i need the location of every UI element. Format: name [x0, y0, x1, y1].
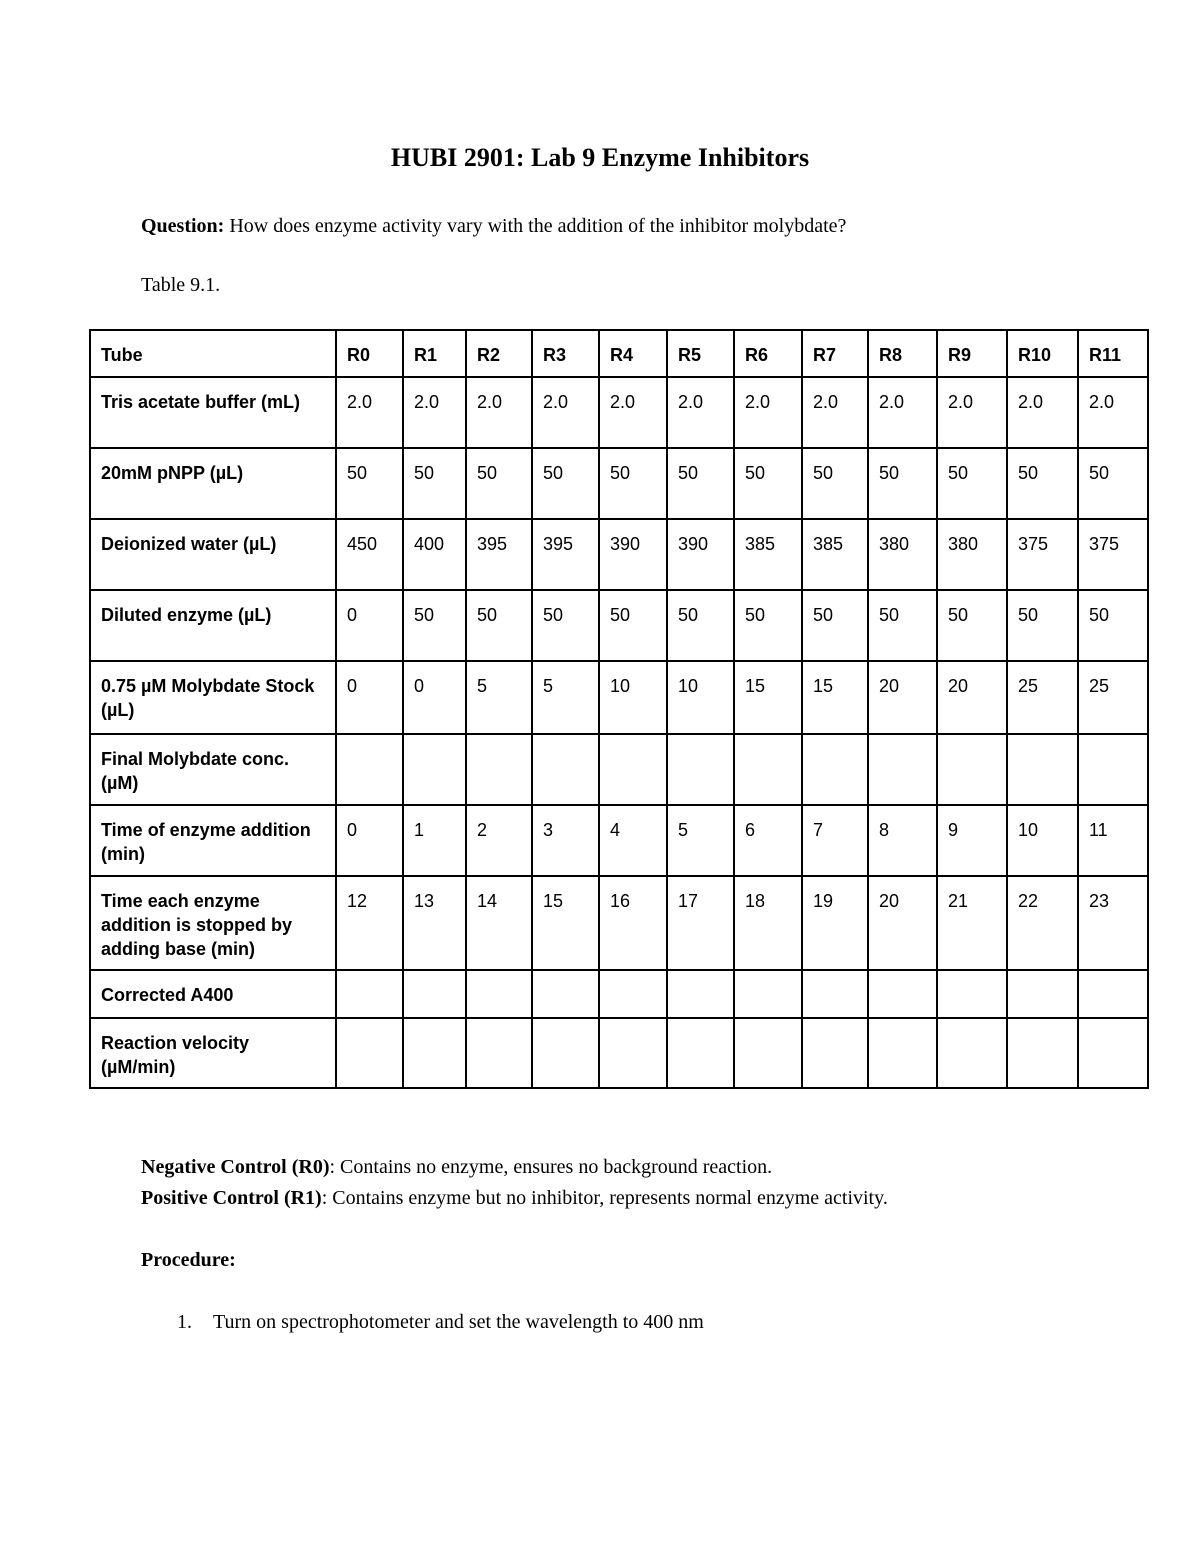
table-cell: 380 — [937, 519, 1007, 590]
table-cell — [599, 970, 667, 1018]
table-cell: 11 — [1078, 805, 1148, 876]
table-cell: 2.0 — [868, 377, 937, 448]
procedure-step-number: 1. — [177, 1311, 192, 1333]
procedure-list — [141, 1309, 704, 1335]
table-row — [90, 805, 1148, 876]
table-cell: 5 — [466, 661, 532, 734]
question-label: Question: — [141, 215, 225, 237]
table-cell: 1 — [403, 805, 466, 876]
table-cell — [1007, 1018, 1078, 1088]
table-cell: 50 — [667, 448, 734, 519]
table-row — [90, 590, 1148, 661]
table-cell: 50 — [1007, 448, 1078, 519]
table-cell: 50 — [599, 590, 667, 661]
table-cell: 14 — [466, 876, 532, 970]
table-cell — [868, 1018, 937, 1088]
table-cell — [937, 734, 1007, 805]
table-body — [90, 330, 1148, 1088]
header-cell-r6: R6 — [734, 330, 802, 377]
table-row — [90, 519, 1148, 590]
row-label: 20mM pNPP (µL) — [90, 448, 336, 519]
table-cell: 15 — [532, 876, 599, 970]
header-cell-r9: R9 — [937, 330, 1007, 377]
row-label: 0.75 µM Molybdate Stock (µL) — [90, 661, 336, 734]
table-cell: 18 — [734, 876, 802, 970]
table-cell — [403, 970, 466, 1018]
table-cell: 20 — [937, 661, 1007, 734]
table-row — [90, 734, 1148, 805]
table-cell: 385 — [734, 519, 802, 590]
table-cell: 2.0 — [937, 377, 1007, 448]
table-cell: 0 — [403, 661, 466, 734]
table-cell: 50 — [403, 590, 466, 661]
table-cell: 0 — [336, 590, 403, 661]
table-cell: 2.0 — [403, 377, 466, 448]
table-cell: 400 — [403, 519, 466, 590]
table-cell: 450 — [336, 519, 403, 590]
table-cell — [734, 970, 802, 1018]
table-cell: 25 — [1007, 661, 1078, 734]
row-label: Corrected A400 — [90, 970, 336, 1018]
row-label: Time each enzyme addition is stopped by adding base (min) — [90, 876, 336, 970]
table-cell — [1007, 734, 1078, 805]
table-cell: 380 — [868, 519, 937, 590]
procedure-label: Procedure: — [141, 1249, 236, 1271]
header-cell-r1: R1 — [403, 330, 466, 377]
table-cell: 50 — [734, 590, 802, 661]
table-cell: 2.0 — [802, 377, 868, 448]
table-cell: 17 — [667, 876, 734, 970]
header-cell-r10: R10 — [1007, 330, 1078, 377]
table-cell: 390 — [667, 519, 734, 590]
table-cell — [1078, 1018, 1148, 1088]
question-text: How does enzyme activity vary with the addition of the inhibitor molybdate? — [224, 215, 847, 237]
table-cell: 15 — [802, 661, 868, 734]
page-title: HUBI 2901: Lab 9 Enzyme Inhibitors — [390, 143, 810, 172]
negative-control-label: Negative Control (R0) — [141, 1156, 330, 1178]
table-cell: 10 — [667, 661, 734, 734]
table-cell: 395 — [466, 519, 532, 590]
table-row — [90, 448, 1148, 519]
table-cell — [937, 970, 1007, 1018]
row-label: Final Molybdate conc. (µM) — [90, 734, 336, 805]
table-cell — [734, 734, 802, 805]
table-cell — [868, 734, 937, 805]
table-cell: 12 — [336, 876, 403, 970]
table-cell — [734, 1018, 802, 1088]
table-cell: 16 — [599, 876, 667, 970]
table-cell — [532, 970, 599, 1018]
table-cell — [403, 1018, 466, 1088]
table-cell: 7 — [802, 805, 868, 876]
table-row — [90, 1018, 1148, 1088]
header-cell-r0: R0 — [336, 330, 403, 377]
table-cell: 22 — [1007, 876, 1078, 970]
table-cell: 50 — [667, 590, 734, 661]
table-cell: 2.0 — [532, 377, 599, 448]
table-cell: 50 — [1078, 448, 1148, 519]
table-cell: 23 — [1078, 876, 1148, 970]
table-cell — [667, 734, 734, 805]
header-cell-r4: R4 — [599, 330, 667, 377]
table-cell: 50 — [802, 590, 868, 661]
table-cell: 13 — [403, 876, 466, 970]
table-row — [90, 377, 1148, 448]
row-label: Diluted enzyme (µL) — [90, 590, 336, 661]
table-cell: 0 — [336, 661, 403, 734]
table-cell: 15 — [734, 661, 802, 734]
table-cell — [667, 1018, 734, 1088]
table-cell: 50 — [802, 448, 868, 519]
table-cell: 2.0 — [1007, 377, 1078, 448]
table-cell: 5 — [532, 661, 599, 734]
table-cell — [599, 1018, 667, 1088]
table-cell — [336, 970, 403, 1018]
table-cell: 50 — [532, 448, 599, 519]
table-cell: 10 — [599, 661, 667, 734]
header-cell-tube: Tube — [90, 330, 336, 377]
table-cell: 5 — [667, 805, 734, 876]
enzyme-table — [89, 329, 1149, 1089]
table-cell: 2.0 — [466, 377, 532, 448]
positive-control-line — [141, 1185, 888, 1211]
table-cell: 2.0 — [599, 377, 667, 448]
table-caption: Table 9.1. — [141, 274, 221, 296]
table-cell: 50 — [599, 448, 667, 519]
table-cell — [532, 1018, 599, 1088]
table-row — [90, 876, 1148, 970]
table-cell: 2.0 — [336, 377, 403, 448]
table-cell — [868, 970, 937, 1018]
table-cell: 385 — [802, 519, 868, 590]
table-cell — [937, 1018, 1007, 1088]
table-cell: 9 — [937, 805, 1007, 876]
table-cell: 2.0 — [1078, 377, 1148, 448]
table-cell: 8 — [868, 805, 937, 876]
table-cell: 375 — [1007, 519, 1078, 590]
table-cell: 375 — [1078, 519, 1148, 590]
table-cell: 0 — [336, 805, 403, 876]
table-cell — [466, 970, 532, 1018]
table-cell: 20 — [868, 876, 937, 970]
header-cell-r7: R7 — [802, 330, 868, 377]
table-cell — [1007, 970, 1078, 1018]
table-cell: 19 — [802, 876, 868, 970]
table-cell: 50 — [868, 590, 937, 661]
positive-control-label: Positive Control (R1) — [141, 1187, 322, 1209]
positive-control-text: : Contains enzyme but no inhibitor, represents normal enzyme activity. — [321, 1187, 888, 1209]
row-label: Time of enzyme addition (min) — [90, 805, 336, 876]
header-cell-r11: R11 — [1078, 330, 1148, 377]
table-cell — [336, 734, 403, 805]
table-row — [90, 661, 1148, 734]
table-cell: 50 — [1078, 590, 1148, 661]
table-cell — [1078, 970, 1148, 1018]
table-cell: 50 — [336, 448, 403, 519]
table-cell — [1078, 734, 1148, 805]
header-cell-r8: R8 — [868, 330, 937, 377]
table-cell — [336, 1018, 403, 1088]
table-cell: 25 — [1078, 661, 1148, 734]
table-cell — [403, 734, 466, 805]
header-cell-r2: R2 — [466, 330, 532, 377]
table-cell: 50 — [734, 448, 802, 519]
table-cell — [466, 734, 532, 805]
table-cell — [802, 734, 868, 805]
row-label: Tris acetate buffer (mL) — [90, 377, 336, 448]
procedure-heading — [141, 1247, 236, 1273]
negative-control-line — [141, 1154, 772, 1180]
table-cell: 2 — [466, 805, 532, 876]
table-header-row — [90, 330, 1148, 377]
table-cell — [599, 734, 667, 805]
table-cell: 4 — [599, 805, 667, 876]
table-cell: 50 — [532, 590, 599, 661]
table-cell: 10 — [1007, 805, 1078, 876]
table-cell — [802, 970, 868, 1018]
table-cell — [466, 1018, 532, 1088]
table-cell: 50 — [1007, 590, 1078, 661]
table-cell: 6 — [734, 805, 802, 876]
table-cell: 390 — [599, 519, 667, 590]
procedure-step-text: Turn on spectrophotometer and set the wavelength to 400 nm — [213, 1311, 704, 1333]
row-label: Reaction velocity (µM/min) — [90, 1018, 336, 1088]
header-cell-r5: R5 — [667, 330, 734, 377]
table-cell: 2.0 — [734, 377, 802, 448]
row-label: Deionized water (µL) — [90, 519, 336, 590]
table-row — [90, 970, 1148, 1018]
table-cell: 2.0 — [667, 377, 734, 448]
table-cell — [802, 1018, 868, 1088]
table-cell: 50 — [868, 448, 937, 519]
table-cell: 3 — [532, 805, 599, 876]
table-cell: 50 — [403, 448, 466, 519]
table-cell — [667, 970, 734, 1018]
table-cell: 50 — [937, 590, 1007, 661]
table-cell — [532, 734, 599, 805]
question-line — [141, 213, 846, 239]
header-cell-r3: R3 — [532, 330, 599, 377]
procedure-step — [141, 1309, 704, 1335]
table-cell: 50 — [937, 448, 1007, 519]
table-cell: 20 — [868, 661, 937, 734]
table-cell: 395 — [532, 519, 599, 590]
table-cell: 21 — [937, 876, 1007, 970]
negative-control-text: : Contains no enzyme, ensures no background reaction. — [329, 1156, 773, 1178]
table-cell: 50 — [466, 448, 532, 519]
table-cell: 50 — [466, 590, 532, 661]
